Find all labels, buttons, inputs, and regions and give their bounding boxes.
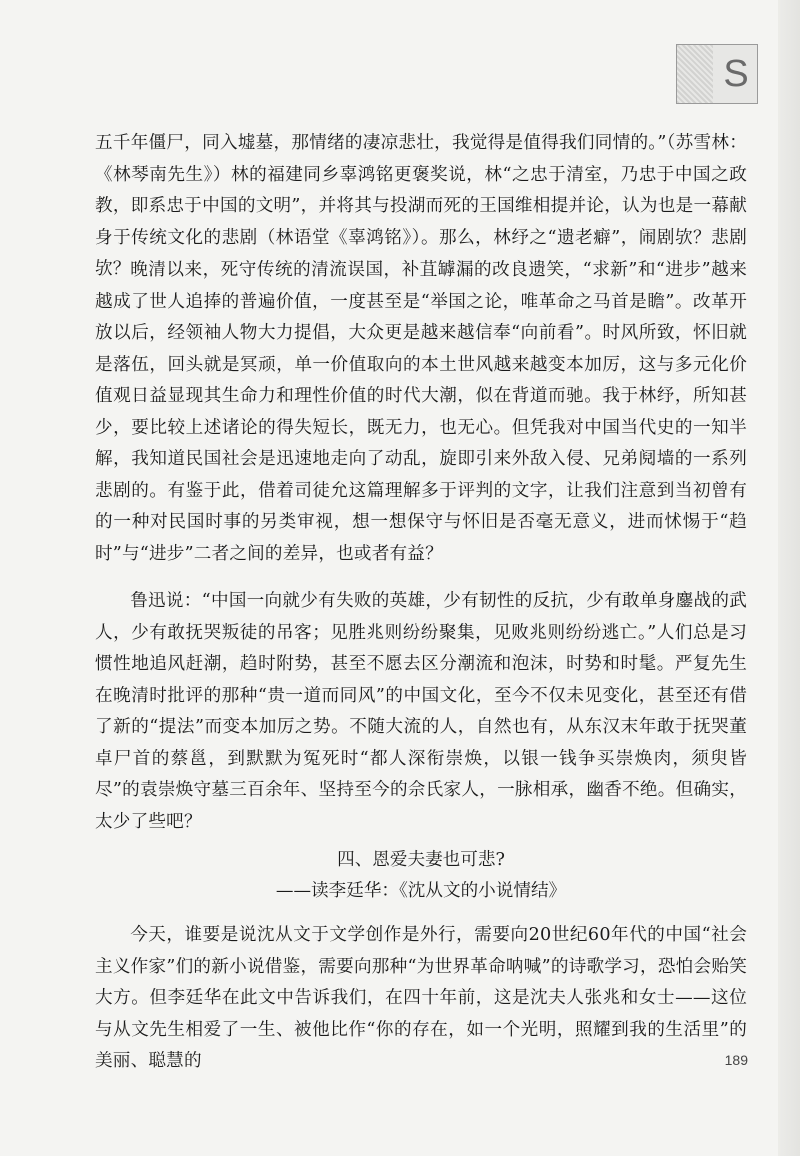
- paragraph-text: 五千年僵尸，同入墟墓，那情绪的凄凉悲壮，我觉得是值得我们同情的。”（苏雪林：《林琴南先生》）林的福建同乡辜鸿铭更褒奖说，林“之忠于清室，乃忠于中国之政教，即系忠于中国的文明”，并将其与投湖而死的王国维相提并论，认为也是一幕献身于传统文化的悲剧（林语堂《辜鸿铭》）。那么，林纾之“遗老癖”，闹剧欤？悲剧欤？: [95, 133, 747, 279]
- section-letter: S: [723, 53, 749, 95]
- page-number: 189: [724, 1052, 748, 1068]
- paragraph-text: 鲁迅说：“中国一向就少有失败的英雄，少有韧性的反抗，少有敢单身鏖战的武人，少有敢抚哭叛徒的吊客；见胜兆则纷纷聚集，见败兆则纷纷逃亡。”人们总是习惯性地追风赶潮，趋时附势，甚至不愿去区分潮流和泡沫，时势和时髦。严复先生在晚清时批评的那种“贵一道而同风”的中国文化，至今不仅未见变化，甚至还有借了新的“提法”而变本加厉之势。不随大流的人，自然也有，从东汉末年敢于抚哭董卓尸首的蔡邕，到默默为冤死时“都人深衔崇焕，以银一钱争买崇焕肉，须臾皆尽”的袁崇焕守墓三百余年、坚持至今的佘氏家人，一脉相承，幽香不绝。但确实，太少了些吧？: [95, 591, 747, 832]
- section-tab: [676, 44, 758, 104]
- page-edge-shadow: [778, 0, 800, 1156]
- paragraph-4: [95, 920, 747, 1078]
- section-tab-pattern: [677, 45, 713, 103]
- section-subtitle: ——读李廷华：《沈从文的小说情结》: [275, 881, 567, 901]
- paragraph-3: [95, 586, 747, 838]
- section-title: 四、恩爱夫妻也可悲?: [337, 850, 505, 870]
- paragraph-2: [95, 255, 747, 570]
- paragraph-text: 晚清以来，死守传统的清流误国，补苴罅漏的改良遗笑，“求新”和“进步”越来越成了世人追捧的普遍价值，一度甚至是“举国之论，唯革命之马首是瞻”。改革开放以后，经领袖人物大力提倡，大众更是越来越信奉“向前看”。时风所致，怀旧就是落伍，回头就是冥顽，单一价值取向的本土世风越来越变本加厉，这与多元化价值观日益显现其生命力和理性价值的时代大潮，似在背道而驰。我于林纾，所知甚少，要比较上述诸论的得失短长，既无力，也无心。但凭我对中国当代史的一知半解，我知道民国社会是迅速地走向了动乱，旋即引来外敌入侵、兄弟阋墙的一系列悲剧的。有鉴于此，借着司徒允这篇理解多于评判的文字，让我们注意到当初曾有的一种对民国时事的另类审视，想一想保守与怀旧是否毫无意义，进而怵惕于“趋时”与“进步”二者之间的差异，也或者有益？: [95, 260, 747, 564]
- paragraph-text: 今天，谁要是说沈从文于文学创作是外行，需要向20世纪60年代的中国“社会主义作家”们的新小说借鉴，需要向那种“为世界革命呐喊”的诗歌学习，恐怕会贻笑大方。但李廷华在此文中告诉我们，在四十年前，这是沈夫人张兆和女士——这位与从文先生相爱了一生、被他比作“你的存在，如一个光明，照耀到我的生活里”的美丽、聪慧的: [95, 925, 747, 1071]
